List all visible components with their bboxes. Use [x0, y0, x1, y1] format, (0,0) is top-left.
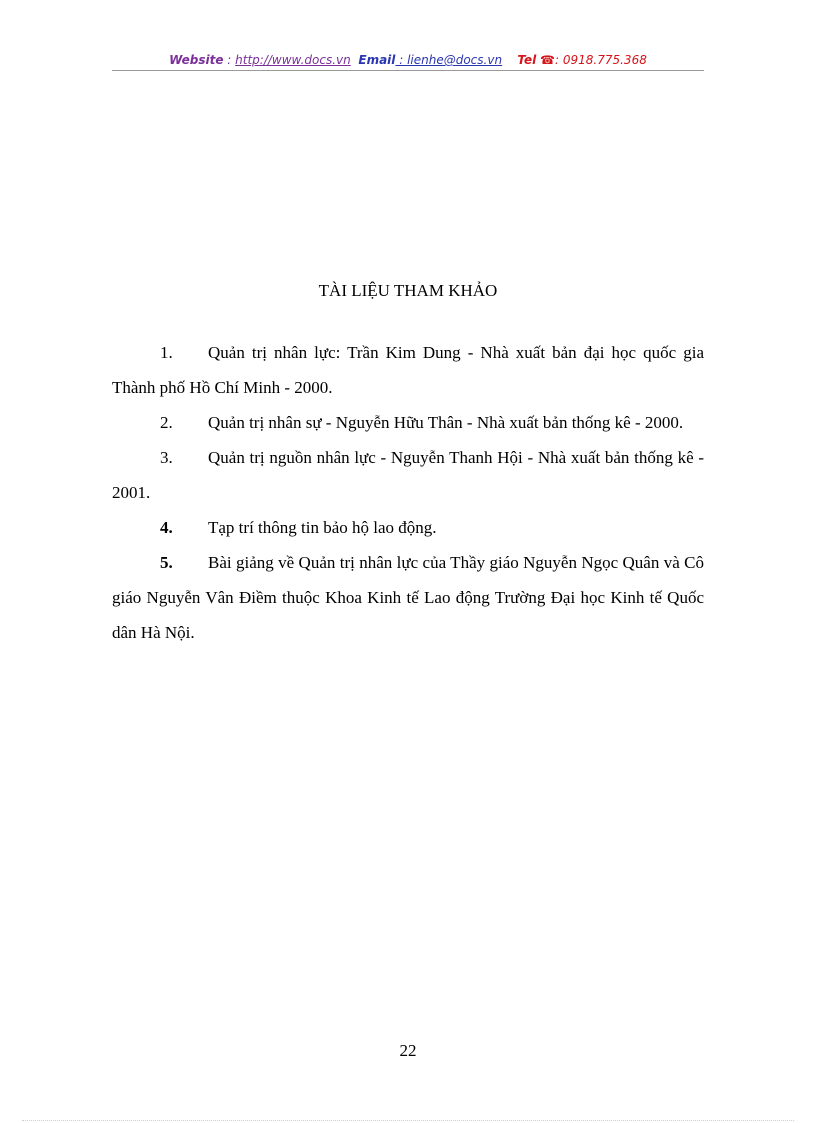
tel-value: : 0918.775.368 [555, 53, 647, 67]
reference-list [112, 335, 704, 650]
header-divider [112, 70, 704, 71]
tel-label: Tel [517, 53, 537, 67]
reference-text: Quản trị nhân sự - Nguyễn Hữu Thân - Nhà xuất bản thống kê - 2000. [208, 413, 684, 432]
page-number: 22 [399, 1041, 417, 1060]
email-separator: : [395, 53, 408, 67]
email-link[interactable]: lienhe@docs.vn [407, 53, 503, 67]
reference-item-3 [112, 440, 704, 510]
reference-item-1 [112, 335, 704, 405]
phone-icon: ☎ [540, 53, 555, 67]
website-link[interactable]: http://www.docs.vn [235, 53, 351, 67]
reference-number: 2. [160, 413, 173, 432]
page-header [112, 50, 704, 70]
page-title: TÀI LIỆU THAM KHẢO [318, 281, 498, 300]
reference-text: Tạp trí thông tin bảo hộ lao động. [208, 518, 437, 537]
reference-text: Quản trị nguồn nhân lực - Nguyễn Thanh Hội - Nhà xuất bản thống kê - 2001. [112, 448, 704, 502]
reference-text: Quản trị nhân lực: Trần Kim Dung - Nhà xuất bản đại học quốc gia Thành phố Hồ Chí Minh - 2000. [112, 343, 704, 397]
footer-divider [22, 1120, 794, 1121]
reference-item-4 [112, 510, 704, 545]
reference-item-5 [112, 545, 704, 650]
reference-number: 5. [160, 553, 173, 572]
reference-number: 1. [160, 343, 173, 362]
reference-text: Bài giảng về Quản trị nhân lực của Thầy giáo Nguyễn Ngọc Quân và Cô giáo Nguyễn Vân Điềm thuộc Khoa Kinh tế Lao động Trường Đại học Kinh tế Quốc dân Hà Nội. [112, 553, 704, 642]
reference-number: 4. [160, 518, 173, 537]
email-label: Email [358, 53, 396, 67]
reference-number: 3. [160, 448, 173, 467]
website-label: Website [169, 53, 224, 67]
website-separator: : [223, 53, 236, 67]
reference-item-2 [112, 405, 704, 440]
